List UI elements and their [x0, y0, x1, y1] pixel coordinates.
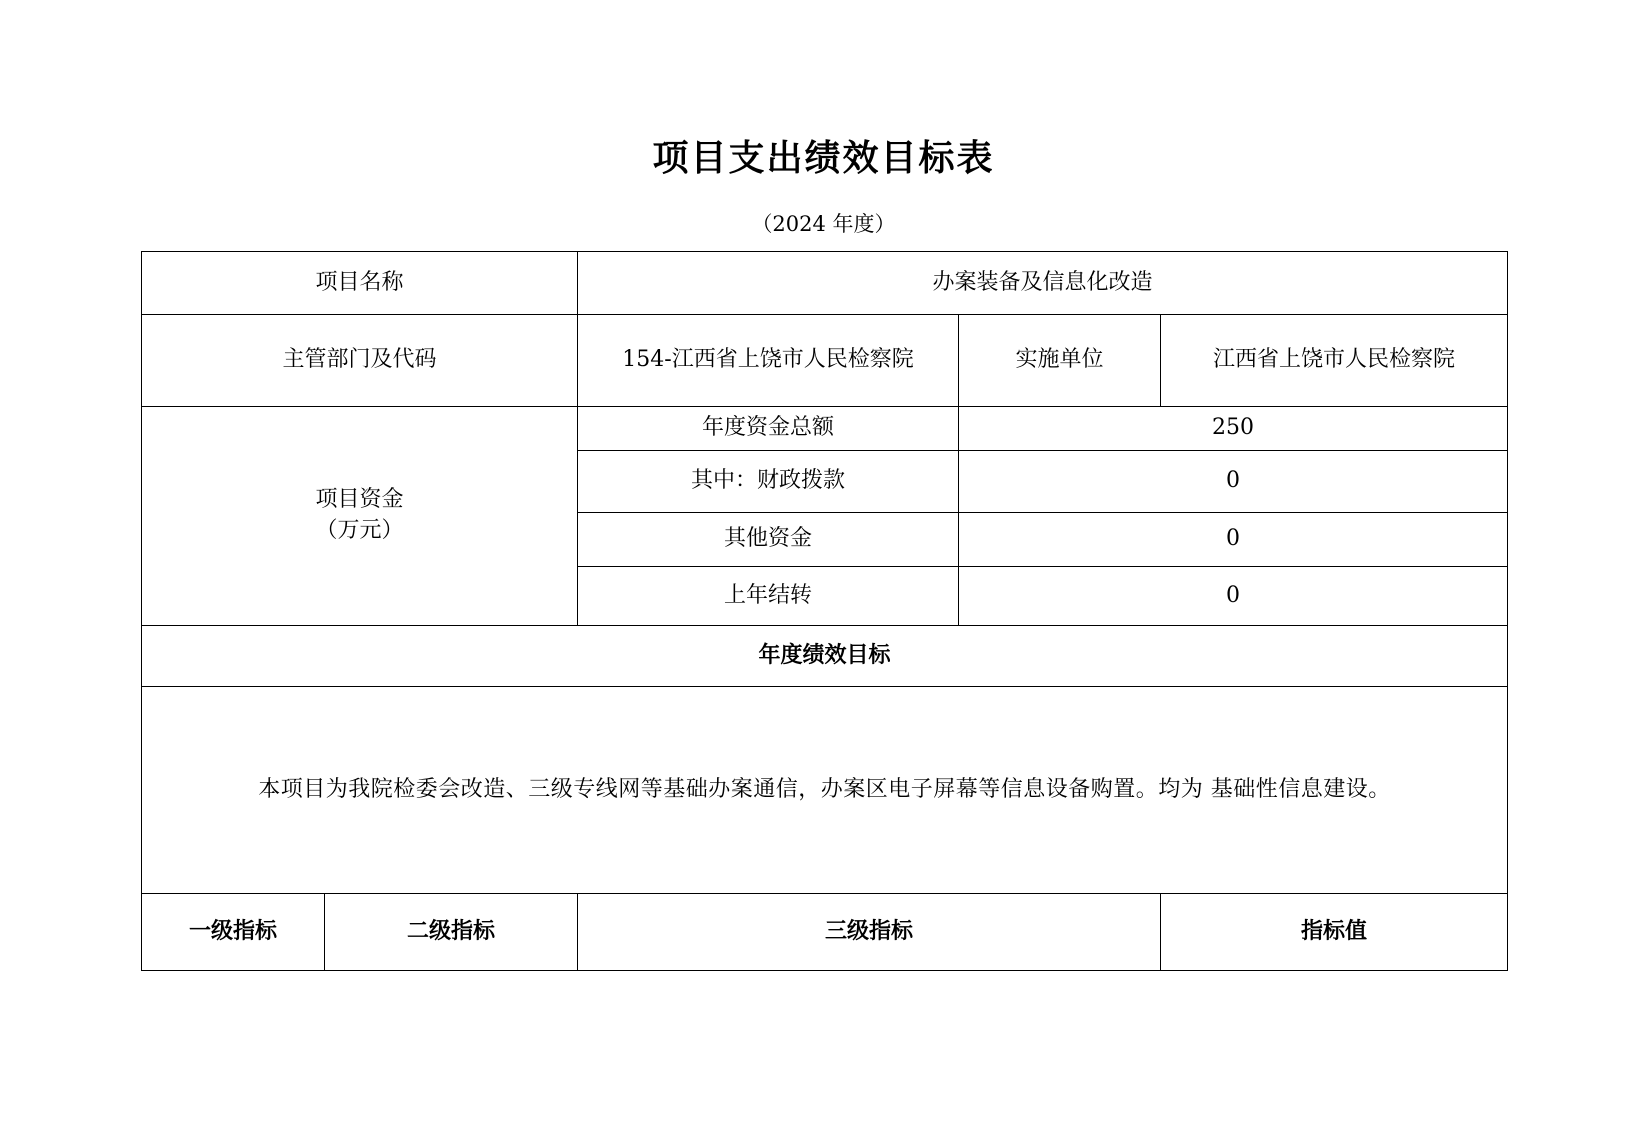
indicator-header-level1: 一级指标 — [142, 894, 325, 971]
department-value: 154-江西省上饶市人民检察院 — [578, 315, 959, 407]
funds-carryover-label: 上年结转 — [578, 567, 959, 626]
funds-other-value: 0 — [959, 513, 1508, 567]
indicator-header-row — [142, 894, 1508, 971]
indicator-header-level3: 三级指标 — [578, 894, 1161, 971]
funds-row-total — [142, 407, 1508, 451]
department-row — [142, 315, 1508, 407]
project-name-label: 项目名称 — [142, 252, 578, 315]
funds-carryover-value: 0 — [959, 567, 1508, 626]
project-name-row — [142, 252, 1508, 315]
indicator-header-value: 指标值 — [1161, 894, 1508, 971]
funds-unit: （万元） — [315, 518, 404, 543]
page-subtitle-year: （2024 年度） — [751, 212, 896, 236]
funds-label-cell — [142, 407, 578, 626]
performance-goal-table — [141, 251, 1508, 971]
annual-goal-text: 本项目为我院检委会改造、三级专线网等基础办案通信，办案区电子屏幕等信息设备购置。均为 基础性信息建设。 — [142, 687, 1508, 894]
funds-total-label: 年度资金总额 — [578, 407, 959, 451]
implementing-unit-value: 江西省上饶市人民检察院 — [1161, 315, 1508, 407]
annual-goal-header: 年度绩效目标 — [142, 626, 1508, 687]
funds-fiscal-value: 0 — [959, 451, 1508, 513]
annual-goal-content-row — [142, 687, 1508, 894]
funds-other-label: 其他资金 — [578, 513, 959, 567]
indicator-header-level2: 二级指标 — [325, 894, 578, 971]
department-label: 主管部门及代码 — [142, 315, 578, 407]
funds-total-value: 250 — [959, 407, 1508, 451]
annual-goal-header-row — [142, 626, 1508, 687]
funds-label: 项目资金 — [315, 487, 404, 513]
project-name-value: 办案装备及信息化改造 — [578, 252, 1508, 315]
funds-fiscal-label: 其中：财政拨款 — [578, 451, 959, 513]
page-title: 项目支出绩效目标表 — [652, 138, 995, 179]
implementing-unit-label: 实施单位 — [959, 315, 1161, 407]
